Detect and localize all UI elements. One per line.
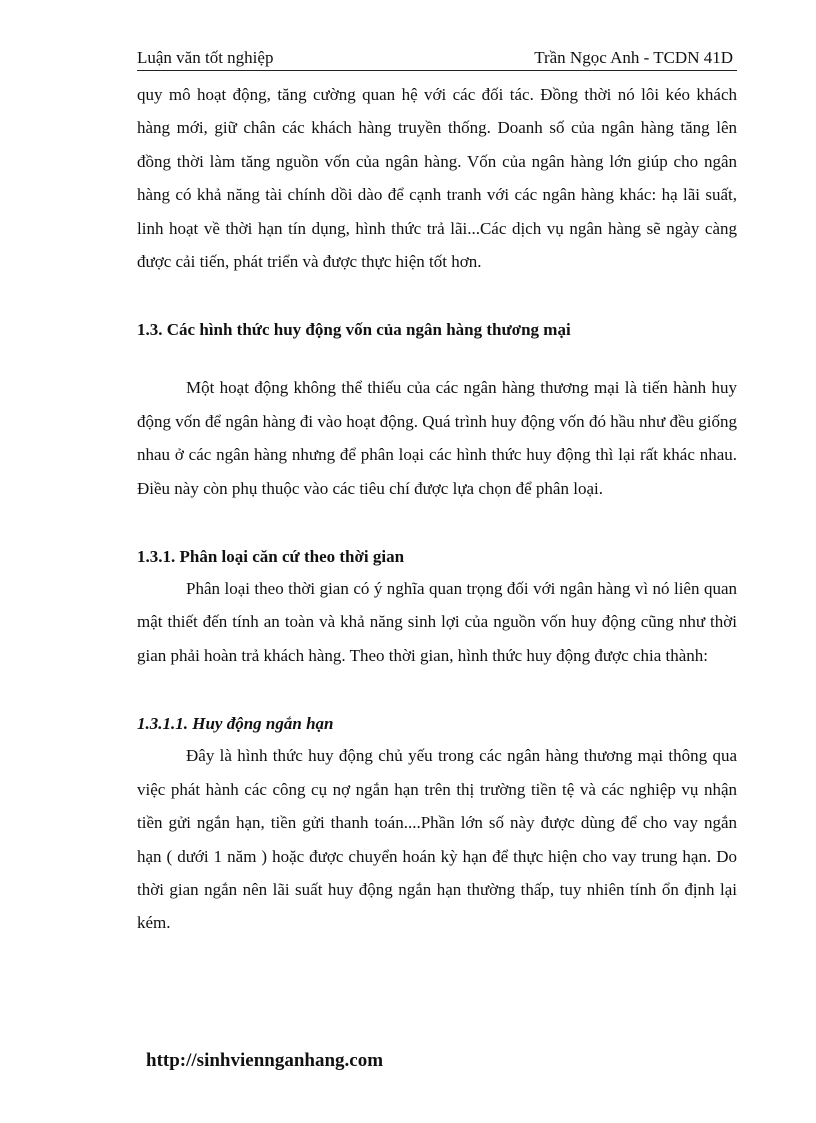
section-heading-1-3-1-1: 1.3.1.1. Huy động ngắn hạn bbox=[137, 714, 334, 734]
paragraph-1-3-1-1: Đây là hình thức huy động chủ yếu trong các ngân hàng thương mại thông qua việc phát hành các công cụ nợ ngắn hạn trên thị trường tiền tệ và các nghiệp vụ nhận tiền gửi ngắn hạn, tiền gửi thanh toán....Phần lớn số này được dùng để cho vay ngắn hạn ( dưới 1 năm ) hoặc được chuyển hoán kỳ hạn để thực hiện cho vay trung hạn. Do thời gian ngắn nên lãi suất huy động ngắn hạn thường thấp, tuy nhiên tính ổn định lại kém. bbox=[137, 746, 737, 933]
section-heading-1-3: 1.3. Các hình thức huy động vốn của ngân hàng thương mại bbox=[137, 320, 571, 340]
paragraph-1-3: Một hoạt động không thể thiếu của các ngân hàng thương mại là tiến hành huy động vốn để ngân hàng đi vào hoạt động. Quá trình huy động vốn đó hầu như đều giống nhau ở các ngân hàng nhưng để phân loại các hình thức huy động thì lại rất khác nhau. Điều này còn phụ thuộc vào các tiêu chí được lựa chọn để phân loại. bbox=[137, 378, 737, 498]
paragraph-1-3-1: Phân loại theo thời gian có ý nghĩa quan trọng đối với ngân hàng vì nó liên quan mật thiết đến tính an toàn và khả năng sinh lợi của nguồn vốn huy động cũng như thời gian phải hoàn trả khách hàng. Theo thời gian, hình thức huy động được chia thành: bbox=[137, 579, 737, 665]
header-title: Luận văn tốt nghiệp bbox=[137, 48, 274, 67]
document-body bbox=[137, 78, 737, 940]
section-heading-1-3-1: 1.3.1. Phân loại căn cứ theo thời gian bbox=[137, 547, 405, 567]
footer-website-link[interactable]: http://sinhviennganhang.com bbox=[146, 1050, 384, 1071]
paragraph-continuation: quy mô hoạt động, tăng cường quan hệ với các đối tác. Đồng thời nó lôi kéo khách hàng mới, giữ chân các khách hàng truyền thống. Doanh số của ngân hàng tăng lên đồng thời làm tăng nguồn vốn của ngân hàng. Vốn của ngân hàng lớn giúp cho ngân hàng có khả năng tài chính dồi dào để cạnh tranh với các ngân hàng khác: hạ lãi suất, linh hoạt về thời hạn tín dụng, hình thức trả lãi...Các dịch vụ ngân hàng sẽ ngày càng được cải tiến, phát triển và được thực hiện tốt hơn. bbox=[137, 85, 737, 272]
header-author: Trần Ngọc Anh - TCDN 41D bbox=[534, 48, 733, 67]
page-header bbox=[137, 48, 737, 71]
